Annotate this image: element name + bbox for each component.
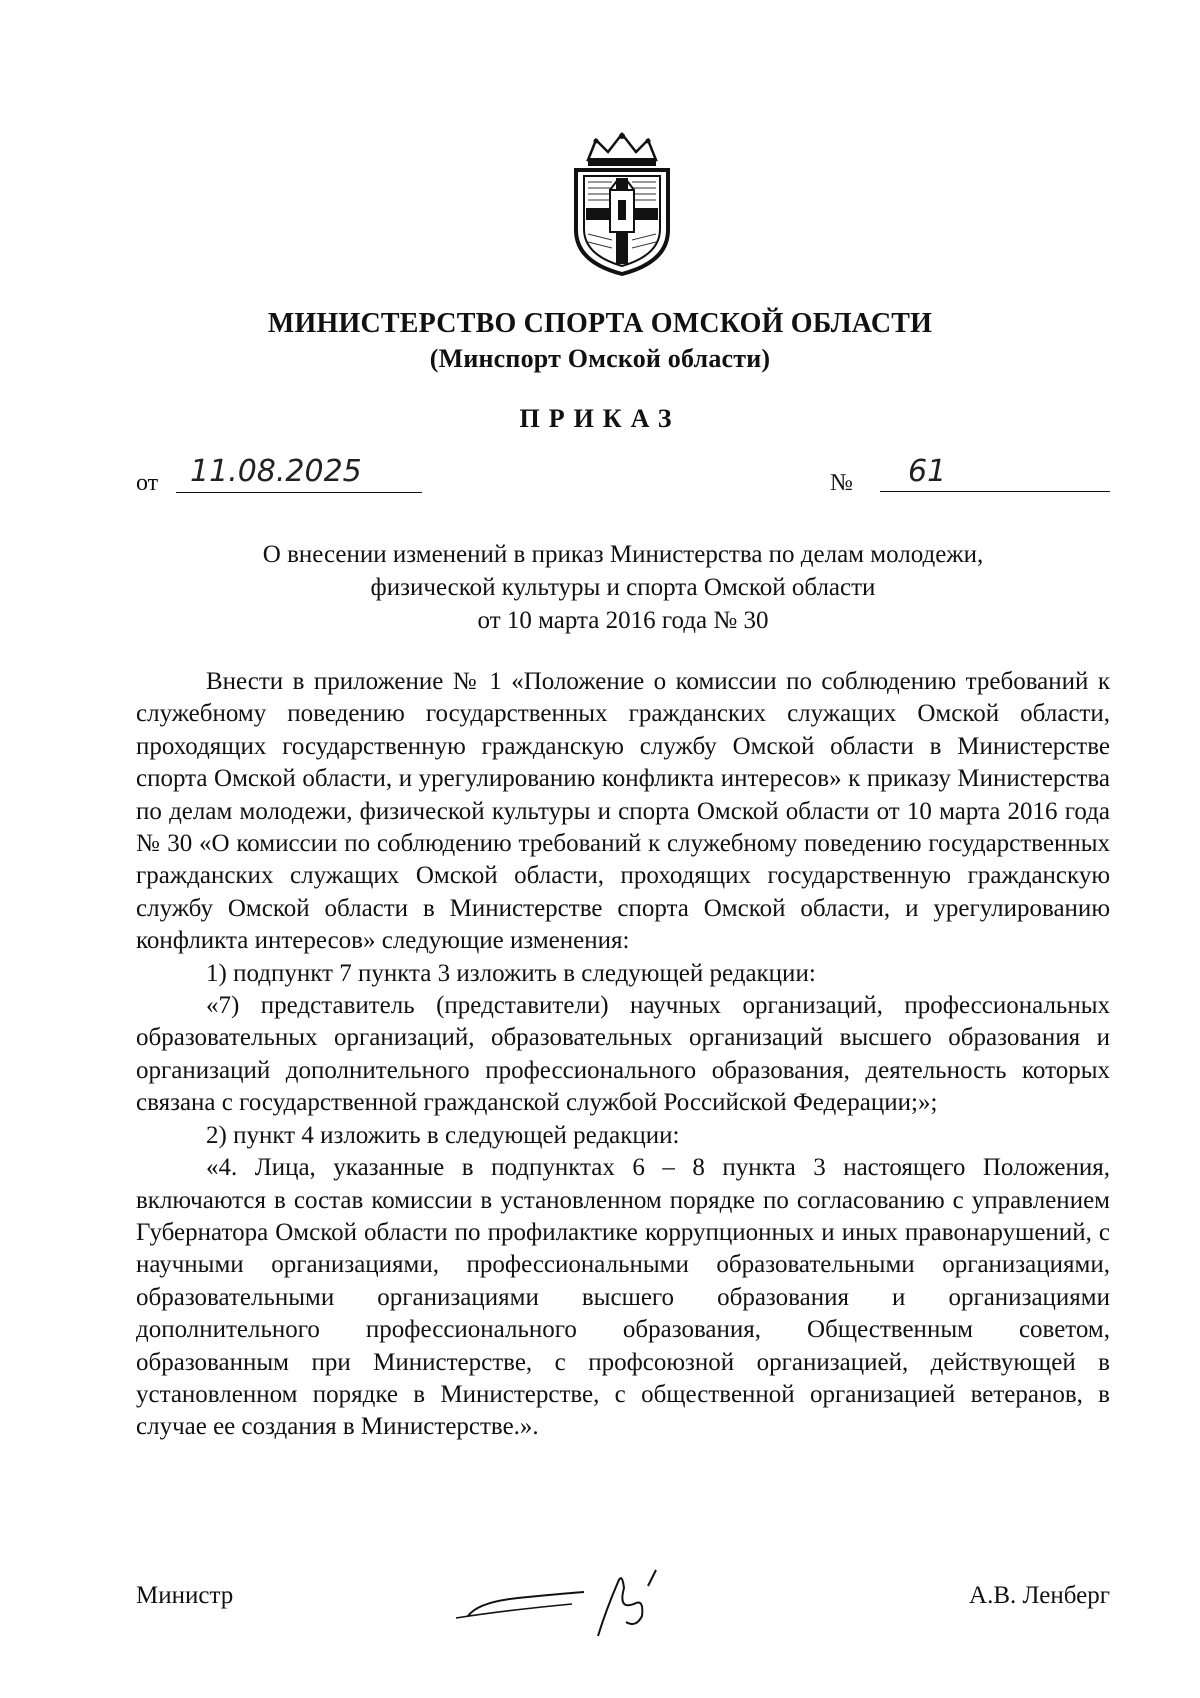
document-subject [136, 538, 1110, 637]
document-date: 11.08.2025 [176, 452, 422, 493]
body-paragraph: 1) подпункт 7 пункта 3 изложить в следующей редакции: [206, 959, 816, 987]
subject-line: физической культуры и спорта Омской области [370, 574, 876, 601]
document-body [136, 666, 1110, 1444]
body-paragraph: 2) пункт 4 изложить в следующей редакции: [206, 1121, 680, 1149]
document-type: ПРИКАЗ [519, 404, 681, 433]
organization-name: МИНИСТЕРСТВО СПОРТА ОМСКОЙ ОБЛАСТИ [267, 308, 933, 339]
date-prefix: от [136, 470, 159, 496]
subject-line: О внесении изменений в приказ Министерства по делам молодежи, [262, 541, 984, 568]
number-prefix: № [830, 470, 853, 496]
subject-line: от 10 марта 2016 года № 30 [477, 607, 769, 634]
handwritten-signature [448, 1558, 688, 1640]
signatory-role: Министр [136, 1582, 234, 1609]
date-number-line [136, 452, 1110, 502]
document-number: 61 [880, 452, 1110, 492]
body-paragraph: Внести в приложение № 1 «Положение о комиссии по соблюдению требований к служебному поведению государственных гражданских служащих Омской области, проходящих государственную гражданскую службу Омской области в Министерстве спорта Омской области, и урегулированию конфликта интересов» к приказу Министерства по делам молодежи, физической культуры и спорта Омской области от 10 марта 2016 года № 30 «О комиссии по соблюдению требований к служебному поведению государственных гражданских служащих Омской области, проходящих государственную гражданскую службу Омской области в Министерстве спорта Омской области, и урегулированию конфликта интересов» следующие изменения: [136, 668, 1110, 955]
body-paragraph: «7) представитель (представители) научных организаций, профессиональных образовательных организаций, образовательных организаций высшего образования и организаций дополнительного профессионального образования, деятельность которых связана с государственной гражданской службой Российской Федерации;»; [136, 992, 1110, 1117]
coat-of-arms-icon [566, 130, 678, 276]
organization-short-name: (Минспорт Омской области) [429, 344, 771, 373]
body-paragraph: «4. Лица, указанные в подпунктах 6 – 8 пункта 3 настоящего Положения, включаются в состав комиссии в установленном порядке по согласованию с управлением Губернатора Омской области по профилактике коррупционных и иных правонарушений, с научными организациями, профессиональными образовательными организациями, образовательными организациями высшего образования и организациями дополнительного профессионального образования, Общественным советом, образованным при Министерстве, с профсоюзной организацией, действующей в установленном порядке в Министерстве, с общественной организацией ветеранов, в случае ее создания в Министерстве.». [136, 1154, 1110, 1441]
signatory-name: А.В. Ленберг [969, 1582, 1110, 1609]
